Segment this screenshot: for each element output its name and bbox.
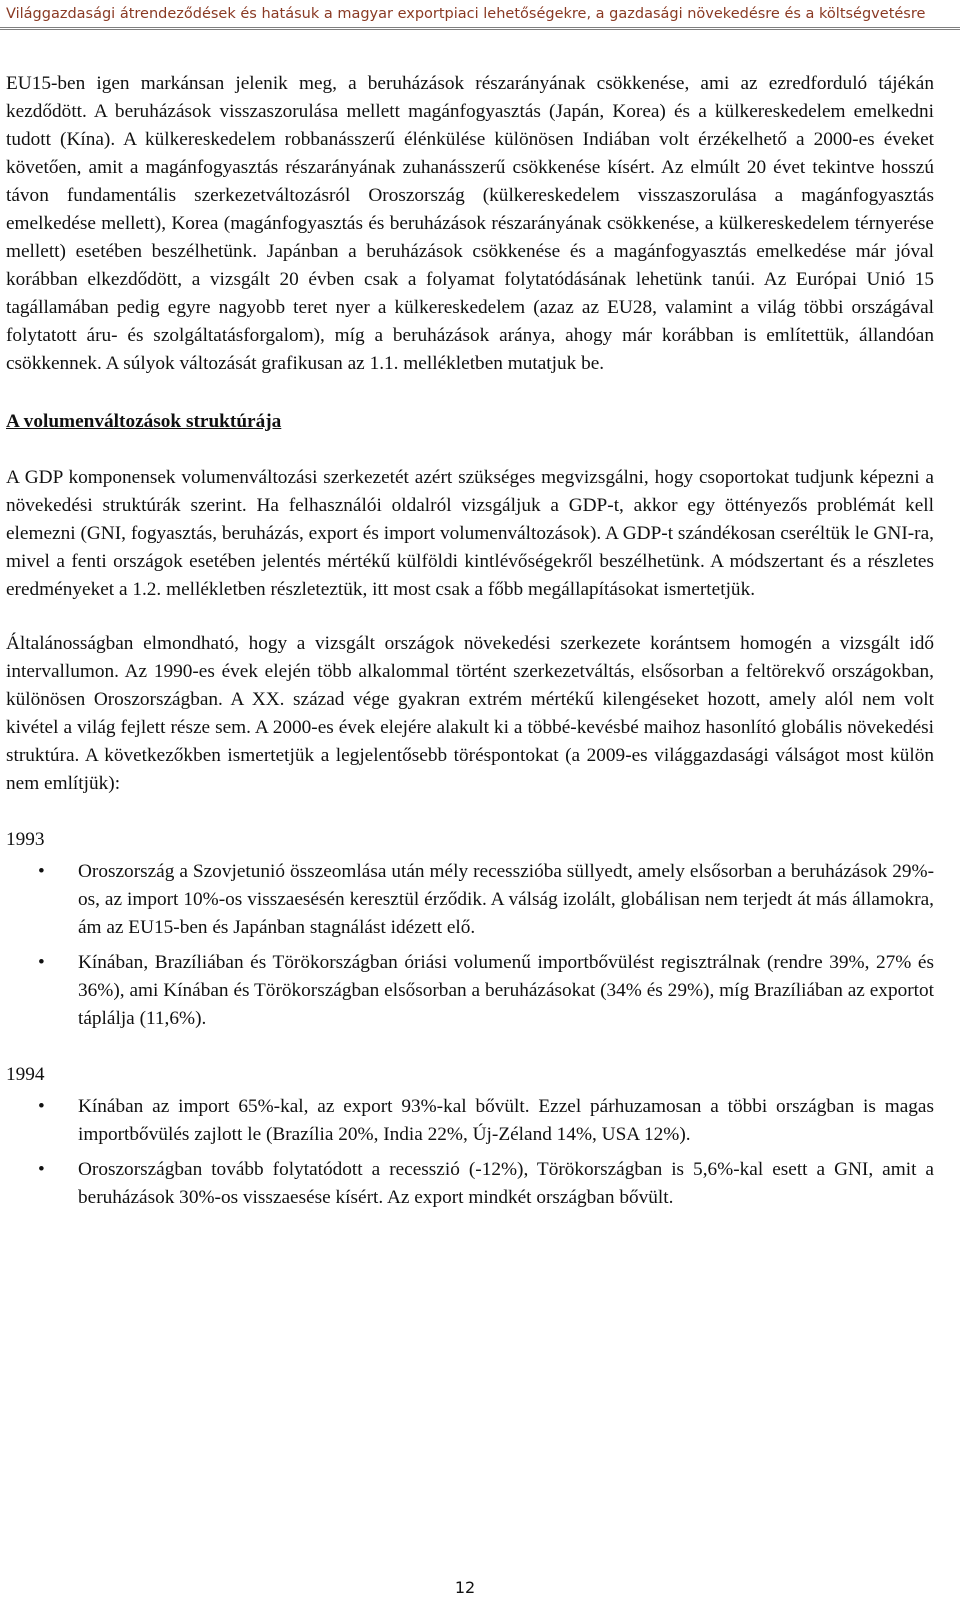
list-item-text: Oroszországban tovább folytatódott a recesszió (-12%), Törökországban is 5,6%-kal esett a GNI, amit a beruházások 30%-os visszaesése kísért. Az export mindkét országban bővült. [78,1159,934,1208]
bullet-icon: • [38,952,45,973]
bullet-list-1994 [6,1093,934,1212]
list-item [6,1093,934,1149]
body-paragraph-1: A GDP komponensek volumenváltozási szerkezetét azért szükséges megvizsgálni, hogy csoportokat tudjunk képezni a növekedési struktúrák szerint. Ha felhasználói oldalról vizsgáljuk a GDP-t, akkor egy öttényezős problémát kell elemezni (GNI, fogyasztás, beruházás, export és import volumenváltozások). A GDP-t szándékosan cseréltük le GNI-ra, mivel a fenti országok esetében jelentés mértékű külföldi kintlévőségekről beszélhetünk. A módszertant és a részletes eredményeket a 1.2. mellékletben részleteztük, itt most csak a főbb megállapításokat ismertetjük. [6,467,934,600]
list-item [6,858,934,942]
body-paragraph-2: Általánosságban elmondható, hogy a vizsgált országok növekedési szerkezete korántsem homogén a vizsgált idő intervallumon. Az 1990-es évek elején több alkalommal történt szerkezetváltás, elsősorban a feltörekvő országokban, különösen Oroszországban. A XX. század vége gyakran extrém mértékű kilengéseket hozott, amely alól nem volt kivétel a világ fejlett része sem. A 2000-es évek elejére alakult ki a többé-kevésbé maihoz hasonlító globális növekedési struktúra. A következőkben ismertetjük a legjelentősebb töréspontokat (a 2009-es világgazdasági válságot most külön nem említjük): [6,633,934,794]
running-header-title: Világgazdasági átrendeződések és hatásuk a magyar exportpiaci lehetőségekre, a gazdasági növekedésre és a költségvetésre [6,6,926,22]
list-item-text: Kínában, Brazíliában és Törökországban óriási volumenű importbővülést regisztrálnak (rendre 39%, 27% és 36%), ami Kínában és Törökországban elsősorban a beruházásokat (34% és 29%), míg Brazíliában az exportot táplálja (11,6%). [78,952,934,1029]
bullet-icon: • [38,861,45,882]
intro-paragraph: EU15-ben igen markánsan jelenik meg, a beruházások részarányának csökkenése, ami az ezredforduló tájékán kezdődött. A beruházások visszaszorulása mellett magánfogyasztás (Japán, Korea) és a külkereskedelem emelkedni tudott (Kína). A külkereskedelem robbanásszerű élénkülése különösen Indiában volt érzékelhető a 2000-es éveket követően, amit a magánfogyasztás részarányának zuhanásszerű csökkenése kísért. Az elmúlt 20 évet tekintve hosszú távon fundamentális szerkezetváltozásról Oroszország (külkereskedelem visszaszorulása a magánfogyasztás emelkedése mellett), Korea (magánfogyasztás és beruházások részarányának csökkenése, a külkereskedelem térnyerése mellett) esetében beszélhetünk. Japánban a beruházások csökkenése és a magánfogyasztás emelkedése már jóval korábban elkezdődött, a vizsgált 20 évben csak a folyamat folytatódásának lehetünk tanúi. Az Európai Unió 15 tagállamában pedig egyre nagyobb teret nyer a külkereskedelem (azaz az EU28, valamint a világ többi országával folytatott áru- és szolgáltatásforgalom), míg a beruházások aránya, ahogy már korábban is említettük, állandóan csökkennek. A súlyok változását grafikusan az 1.1. mellékletben mutatjuk be. [6,73,934,374]
list-item-text: Kínában az import 65%-kal, az export 93%-kal bővült. Ezzel párhuzamosan a többi országban is magas importbővülés zajlott le (Brazília 20%, India 22%, Új-Zéland 14%, USA 12%). [78,1096,934,1145]
list-item [6,949,934,1033]
bullet-list-1993 [6,858,934,1033]
year-label-1994: 1994 [6,1064,45,1085]
bullet-icon: • [38,1096,45,1117]
list-item-text: Oroszország a Szovjetunió összeomlása után mély recesszióba süllyedt, amely elsősorban a beruházások 29%-os, az import 10%-os visszaesésén keresztül érződik. A válság izolált, globálisan nem terjedt át más államokra, ám az EU15-ben és Japánban stagnálást idézett elő. [78,861,934,938]
year-label-1993: 1993 [6,829,45,850]
section-heading: A volumenváltozások struktúrája [6,411,282,432]
page-content [6,70,934,1219]
page-number: 12 [454,1578,476,1597]
bullet-icon: • [38,1159,45,1180]
running-header [0,0,960,30]
list-item [6,1156,934,1212]
